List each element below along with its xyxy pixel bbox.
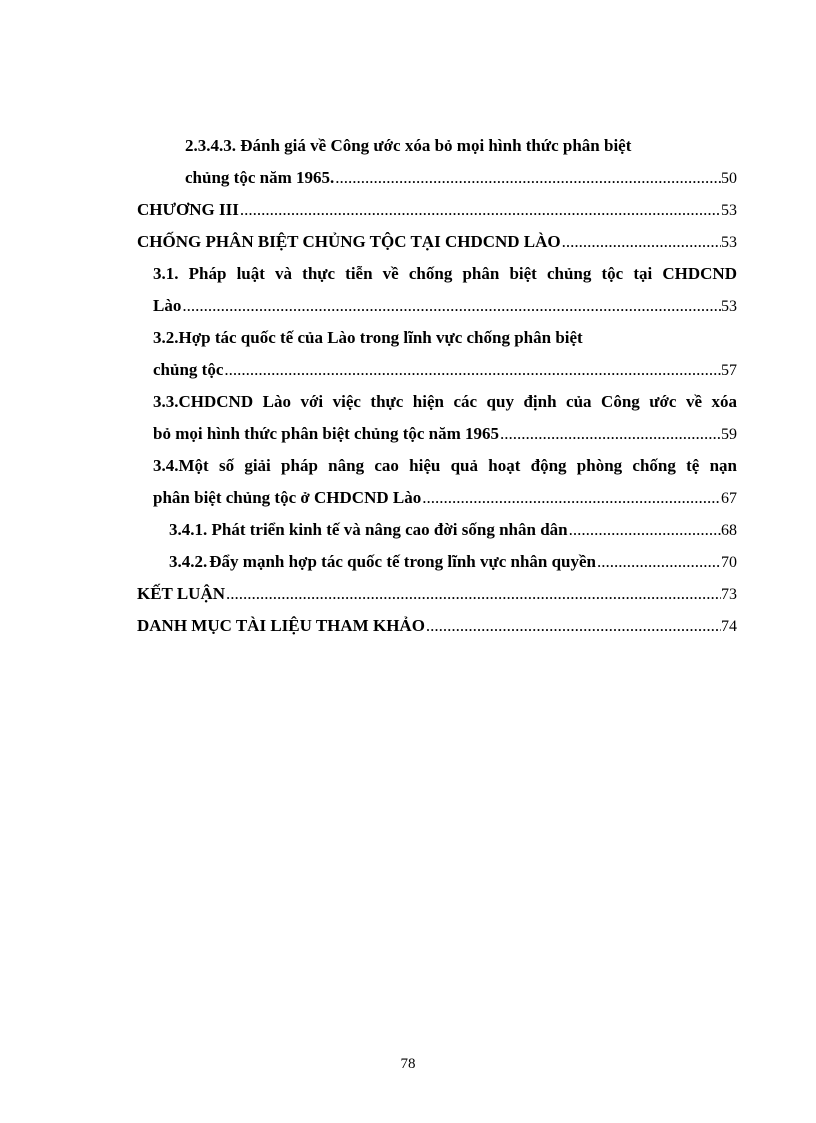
- toc-entry-3-2-line2: [137, 354, 737, 386]
- page-number: 78: [400, 1056, 416, 1072]
- toc-entry-3-3-line2: [137, 418, 737, 450]
- toc-entry-chuong-iii: [137, 194, 737, 226]
- toc-entry-3-1-line1: [137, 258, 737, 290]
- toc-entry-3-2-line1: [137, 322, 737, 354]
- toc-entry-text: 3.4.Một số giải pháp nâng cao hiệu quả hoạt động phòng chống tệ nạn: [153, 456, 737, 475]
- toc-entry-3-4-2: [137, 546, 737, 578]
- dot-leader: [421, 482, 721, 514]
- toc-page-number: 68: [721, 522, 737, 539]
- dot-leader: [561, 226, 721, 258]
- toc-page-number: 50: [721, 170, 737, 187]
- dot-leader: [596, 546, 721, 578]
- toc-entry-3-4-line2: [137, 482, 737, 514]
- toc-entry-text: chủng tộc năm 1965.: [185, 168, 335, 187]
- toc-entry-text: 3.2.Hợp tác quốc tế của Lào trong lĩnh vực chống phân biệt: [153, 328, 583, 347]
- dot-leader: [223, 354, 721, 386]
- dot-leader: [225, 578, 721, 610]
- toc-entry-3-1-line2: [137, 290, 737, 322]
- toc-page-number: 53: [721, 234, 737, 251]
- toc-page-number: 74: [721, 618, 737, 635]
- toc-entry-text: Lào: [153, 296, 182, 315]
- toc-entry-text: 3.4.1. Phát triển kinh tế và nâng cao đời sống nhân dân: [169, 520, 568, 539]
- dot-leader: [181, 290, 721, 322]
- toc-entry-text: 3.3.CHDCND Lào với việc thực hiện các quy định của Công ước về xóa: [153, 392, 737, 411]
- toc-entry-text: CHƯƠNG III: [137, 200, 239, 219]
- dot-leader: [334, 162, 721, 194]
- toc-page-number: 73: [721, 586, 737, 603]
- toc-entry-text: 3.1. Pháp luật và thực tiễn về chống phân biệt chủng tộc tại CHDCND: [153, 264, 737, 283]
- toc-entry-number: 3.4.2.: [169, 552, 208, 571]
- toc-entry-text: Đẩy mạnh hợp tác quốc tế trong lĩnh vực nhân quyền: [209, 552, 597, 571]
- dot-leader: [425, 610, 721, 642]
- toc-entry-text: DANH MỤC TÀI LIỆU THAM KHẢO: [137, 616, 425, 635]
- toc-entry-3-4-1: [137, 514, 737, 546]
- toc-page-number: 53: [721, 298, 737, 315]
- toc-entry-text: chủng tộc: [153, 360, 224, 379]
- toc-page-number: 59: [721, 426, 737, 443]
- toc-entry-text: phân biệt chủng tộc ở CHDCND Lào: [153, 488, 422, 507]
- toc-entry-text: KẾT LUẬN: [137, 584, 226, 603]
- toc-entry-text: CHỐNG PHÂN BIỆT CHỦNG TỘC TẠI CHDCND LÀO: [137, 232, 561, 251]
- toc-page-number: 57: [721, 362, 737, 379]
- toc-page-number: 53: [721, 202, 737, 219]
- toc-entry-2-3-4-3-line2: [137, 162, 737, 194]
- toc-entry-ket-luan: [137, 578, 737, 610]
- toc-entry-chapter-title: [137, 226, 737, 258]
- dot-leader: [499, 418, 721, 450]
- toc-entry-references: [137, 610, 737, 642]
- toc-entry-3-4-line1: [137, 450, 737, 482]
- toc-entry-3-3-line1: [137, 386, 737, 418]
- toc-entry-text: 2.3.4.3. Đánh giá về Công ước xóa bỏ mọi hình thức phân biệt: [185, 136, 632, 155]
- toc-page-number: 67: [721, 490, 737, 507]
- toc-page-number: 70: [721, 554, 737, 571]
- table-of-contents: [137, 130, 737, 642]
- toc-entry-text: bỏ mọi hình thức phân biệt chủng tộc năm 1965: [153, 424, 500, 443]
- dot-leader: [239, 194, 721, 226]
- toc-entry-2-3-4-3-line1: [137, 130, 737, 162]
- dot-leader: [568, 514, 721, 546]
